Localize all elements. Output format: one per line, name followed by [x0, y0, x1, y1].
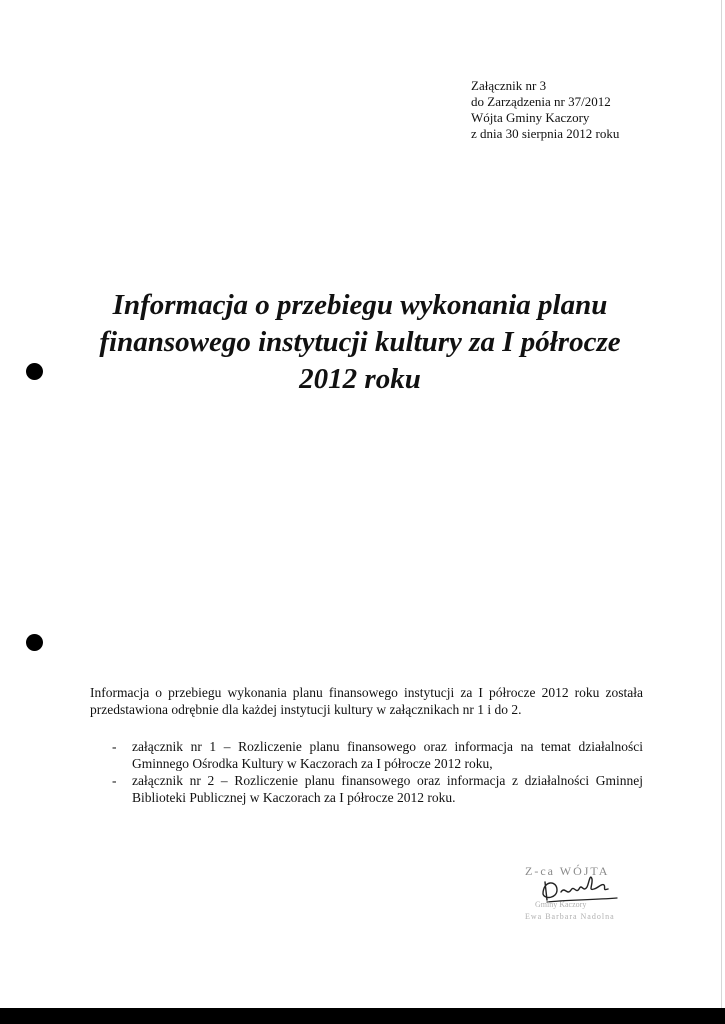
list-item — [90, 772, 643, 806]
list-item-text: załącznik nr 2 – Rozliczenie planu finansowego oraz informacja z działalności Gminnej Biblioteki Publicznej w Kaczorach za I półrocze 2012 roku. — [132, 773, 643, 805]
header-line-2: do Zarządzenia nr 37/2012 — [471, 94, 611, 109]
header-line-4: z dnia 30 sierpnia 2012 roku — [471, 126, 620, 141]
list-dash: - — [112, 773, 117, 788]
scan-edge-line — [721, 0, 722, 1008]
official-stamp — [515, 862, 635, 932]
title-line-2: finansowego instytucji kultury za I półrocze — [99, 326, 621, 358]
header-line-1: Załącznik nr 3 — [471, 78, 547, 93]
attachment-header — [471, 78, 619, 142]
punch-hole-lower — [26, 634, 43, 651]
stamp-middle: Gminy Kaczory — [535, 900, 587, 909]
list-dash: - — [112, 739, 117, 754]
list-item-text: załącznik nr 1 – Rozliczenie planu finansowego oraz informacja na temat działalności Gminnego Ośrodka Kultury w Kaczorach za I półrocze 2012 roku, — [132, 739, 643, 771]
stamp-title: Z-ca WÓJTA — [525, 864, 610, 878]
attachment-list — [90, 738, 643, 806]
punch-hole-upper — [26, 363, 43, 380]
intro-paragraph: Informacja o przebiegu wykonania planu finansowego instytucji za I półrocze 2012 roku została przedstawiona odrębnie dla każdej instytucji kultury w załącznikach nr 1 i do 2. — [90, 685, 643, 717]
title-line-3: 2012 roku — [299, 363, 421, 395]
title-line-1: Informacja o przebiegu wykonania planu — [112, 289, 608, 321]
header-line-3: Wójta Gminy Kaczory — [471, 110, 590, 125]
body-text — [90, 684, 643, 806]
stamp-name: Ewa Barbara Nadolna — [525, 912, 615, 921]
list-item — [90, 738, 643, 772]
scan-border-bar — [0, 1008, 725, 1024]
document-title — [60, 287, 660, 398]
